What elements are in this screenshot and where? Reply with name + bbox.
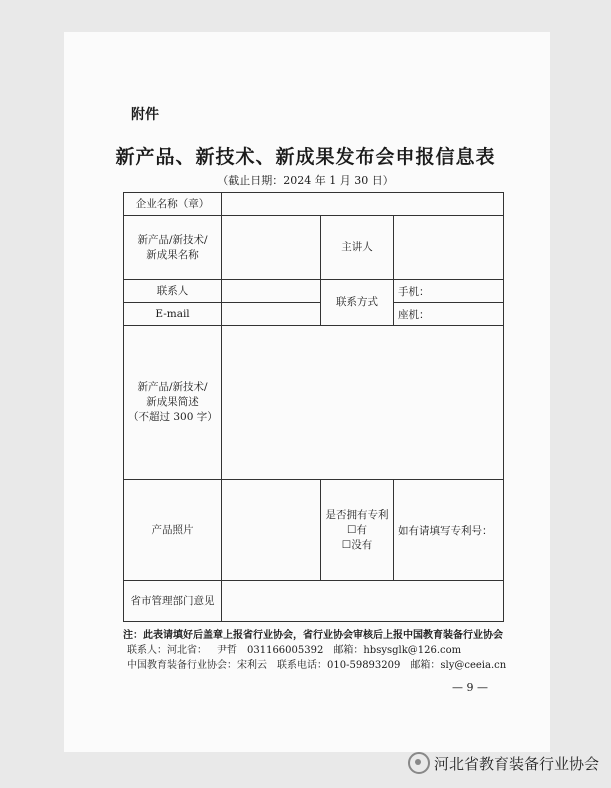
page-number: — 9 — [452,681,488,694]
mobile-field[interactable] [394,280,504,303]
patent-question-cell [321,480,394,581]
contact-hebei-email: 邮箱：hbsysglk@126.com [333,645,462,656]
patent-number-field[interactable] [394,480,504,581]
summary-label [124,326,222,480]
landline-label: 座机： [398,308,430,321]
speaker-field[interactable] [394,216,504,280]
patent-question-label: 是否拥有专利 [325,508,389,521]
opinion-label: 省市管理部门意见 [124,581,222,622]
contact-hebei-name: 尹哲 [217,645,237,656]
email-field[interactable] [222,303,321,326]
application-form-table [123,192,504,622]
contact-line-hebei [127,641,471,656]
summary-field[interactable] [222,326,504,480]
contact-person-label: 联系人 [124,280,222,303]
product-name-label-line1: 新产品/新技术/ [137,233,208,246]
contact-method-label: 联系方式 [321,280,394,326]
patent-yes-option[interactable]: ☐有 [347,523,367,536]
product-name-label-line2: 新成果名称 [146,248,199,261]
contact-line-national [127,656,516,671]
contact-national-email: 邮箱：sly@ceeia.cn [410,660,507,671]
attachment-label: 附件 [131,107,159,123]
product-name-label [124,216,222,280]
contact-hebei-phone: 031166005392 [247,645,324,656]
page-title: 新产品、新技术、新成果发布会申报信息表 [115,146,496,168]
contact-hebei-label: 联系人：河北省： [127,645,207,656]
company-name-field[interactable] [222,193,504,216]
company-name-label: 企业名称（章） [124,193,222,216]
summary-label-line1: 新产品/新技术/ [137,381,208,393]
watermark-text: 河北省教育装备行业协会 [433,754,599,773]
footer-note: 注：此表请填好后盖章上报省行业协会，省行业协会审核后上报中国教育装备行业协会 [123,630,503,641]
contact-national-phone: 联系电话：010-59893209 [277,660,401,671]
patent-no-option[interactable]: ☐没有 [341,538,373,551]
landline-field[interactable] [394,303,504,326]
summary-label-line2: 新成果简述 [146,396,199,408]
email-label: E-mail [124,303,222,326]
contact-national-org: 中国教育装备行业协会：宋利云 [127,660,267,671]
deadline-text: （截止日期：2024 年 1 月 30 日） [217,174,394,187]
contact-person-field[interactable] [222,280,321,303]
patent-number-label: 如有请填写专利号： [398,524,493,537]
summary-label-line3: （不超过 300 字） [128,411,218,423]
mobile-label: 手机： [398,285,430,298]
wechat-logo-icon [408,752,430,774]
photo-field[interactable] [222,480,321,581]
photo-label: 产品照片 [124,480,222,581]
watermark [408,752,599,774]
speaker-label: 主讲人 [321,216,394,280]
opinion-field[interactable] [222,581,504,622]
product-name-field[interactable] [222,216,321,280]
